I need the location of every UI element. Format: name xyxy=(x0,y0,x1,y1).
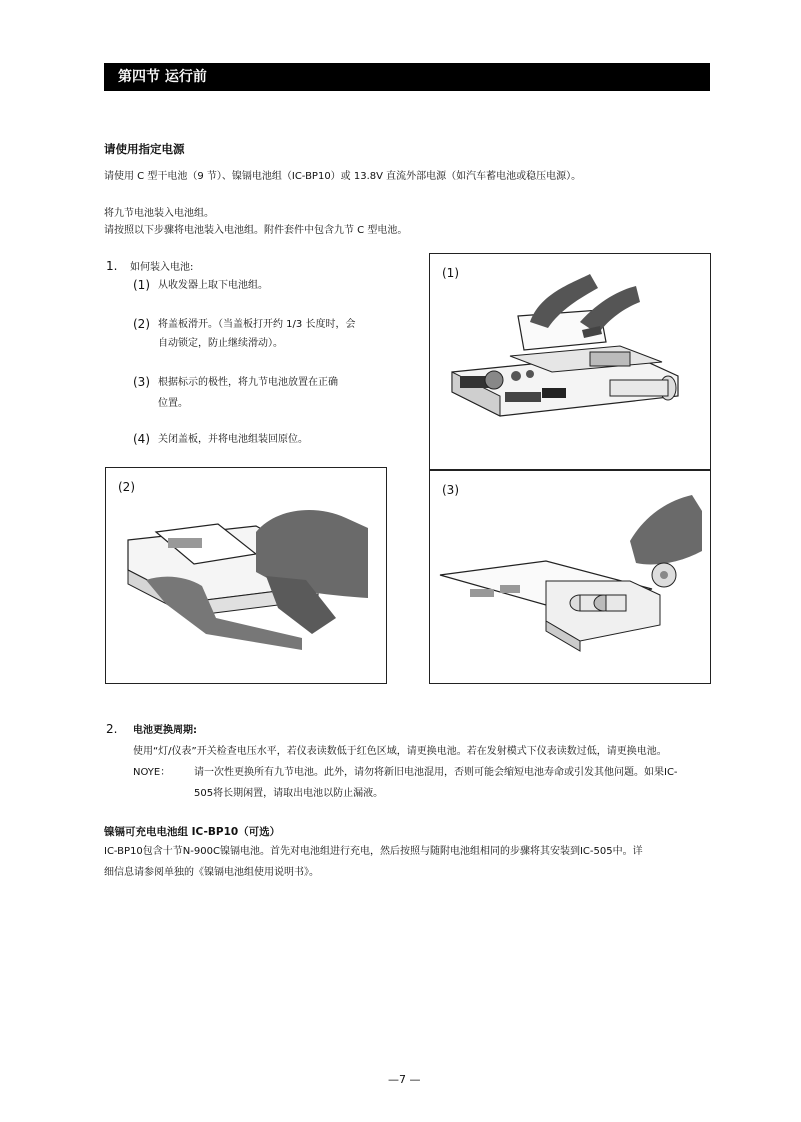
nicd-line1: IC-BP10包含十节N-900C镍镉电池。首先对电池组进行充电，然后按照与随附电池组相同的步骤将其安装到IC-505中。详 xyxy=(104,846,643,857)
figure-1 xyxy=(429,253,711,470)
step1-item2-line2: 自动锁定，防止继续滑动）。 xyxy=(158,338,283,349)
note-line1: 请一次性更换所有九节电池。此外，请勿将新旧电池混用，否则可能会缩短电池寿命或引发其他问题。如果IC- xyxy=(194,767,678,778)
step1-item3-line2: 位置。 xyxy=(158,398,188,409)
nicd-line2: 细信息请参阅单独的《镍镉电池组使用说明书》。 xyxy=(104,867,319,878)
figure-2-illustration xyxy=(106,468,388,685)
step1-number: 1. xyxy=(106,259,118,273)
page-number: —7 — xyxy=(388,1073,421,1086)
step2-text: 使用“灯/仪表”开关检查电压水平，若仪表读数低于红色区域，请更换电池。若在发射模式下仪表读数过低，请更换电池。 xyxy=(133,746,667,757)
step1-item4-text: 关闭盖板，并将电池组装回原位。 xyxy=(158,434,308,445)
figure-3-label: (3) xyxy=(442,483,459,497)
figure-1-label: (1) xyxy=(442,266,459,280)
section-header: 第四节 运行前 xyxy=(104,63,710,91)
step2-title: 电池更换周期: xyxy=(133,725,197,736)
step1-item4-number: (4) xyxy=(133,432,150,446)
figure-3 xyxy=(429,470,711,684)
step1-item2-line1: 将盖板滑开。（当盖板打开约 1/3 长度时，会 xyxy=(158,319,356,330)
nicd-heading: 镍镉可充电电池组 IC-BP10（可选） xyxy=(104,826,281,838)
power-text: 请使用 C 型干电池（9 节）、镍镉电池组（IC-BP10）或 13.8V 直流外部电源（如汽车蓄电池或稳压电源）。 xyxy=(104,171,582,182)
install-intro-line2: 请按照以下步骤将电池装入电池组。附件套件中包含九节 C 型电池。 xyxy=(104,225,408,236)
note-line2: 505将长期闲置，请取出电池以防止漏液。 xyxy=(194,788,384,799)
step1-title: 如何装入电池: xyxy=(130,262,194,273)
step1-item1-number: (1) xyxy=(133,278,150,292)
figure-2-label: (2) xyxy=(118,480,135,494)
note-label: NOYE： xyxy=(133,767,171,778)
step1-item1-text: 从收发器上取下电池组。 xyxy=(158,280,268,291)
figure-3-illustration xyxy=(430,471,712,685)
step1-item3-number: (3) xyxy=(133,375,150,389)
step1-item3-line1: 根据标示的极性，将九节电池放置在正确 xyxy=(158,377,338,388)
figure-2 xyxy=(105,467,387,684)
power-heading: 请使用指定电源 xyxy=(104,142,185,156)
figure-1-illustration xyxy=(430,254,712,471)
install-intro-line1: 将九节电池装入电池组。 xyxy=(104,208,214,219)
step1-item2-number: (2) xyxy=(133,317,150,331)
step2-number: 2. xyxy=(106,722,118,736)
